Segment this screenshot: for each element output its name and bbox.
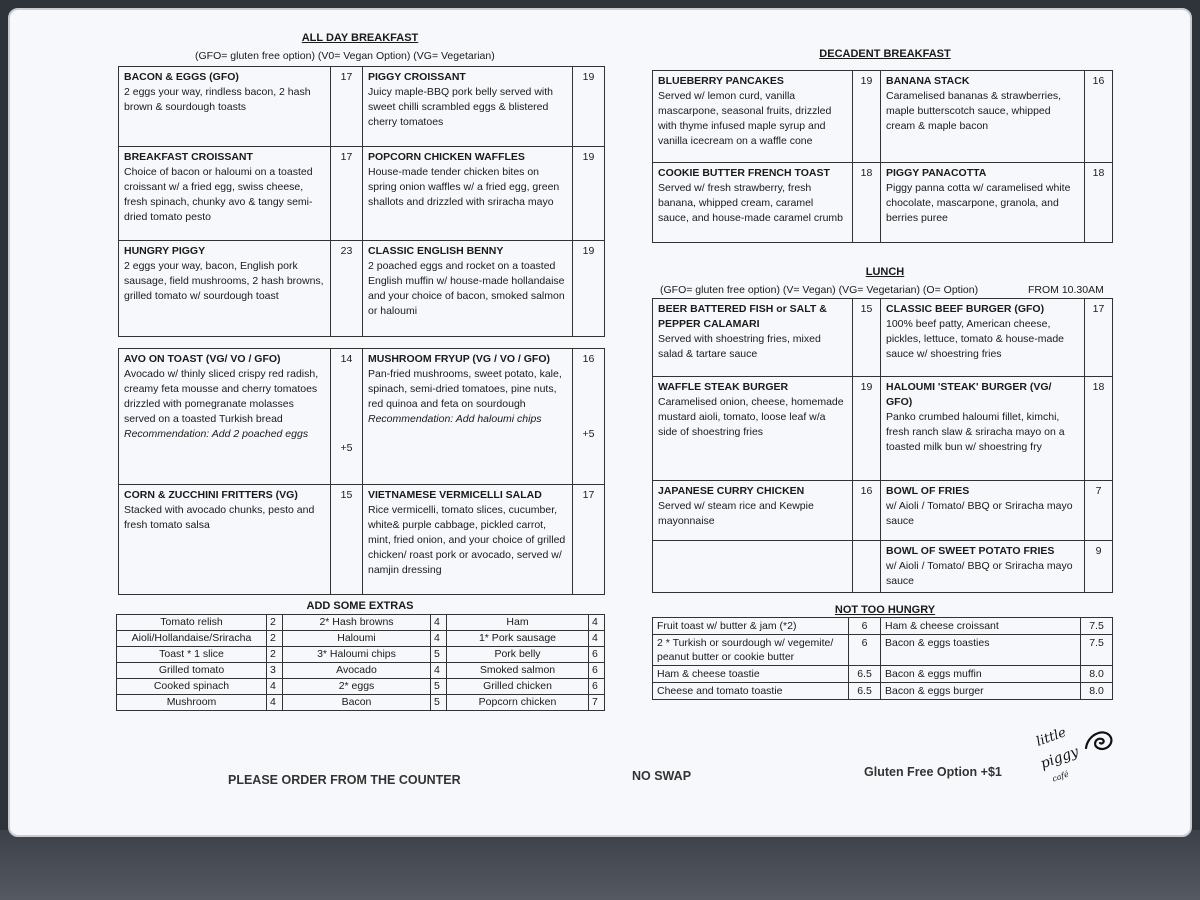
item-name: AVO ON TOAST (VG/ VO / GFO) <box>124 353 281 365</box>
item-price-addon: +5 <box>582 428 595 440</box>
item-name: PIGGY PANACOTTA <box>886 167 987 179</box>
snack-item: Fruit toast w/ butter & jam (*2) <box>653 618 849 635</box>
item-name: BEER BATTERED FISH or SALT & PEPPER CALAMARI <box>658 303 827 330</box>
menu-row <box>119 67 605 147</box>
item-price-cell <box>573 349 605 485</box>
item-price: 19 <box>853 377 881 481</box>
item-desc: Served with shoestring fries, mixed salad & tartare sauce <box>658 333 821 360</box>
item-price: 15 <box>853 299 881 377</box>
item-desc: Avocado w/ thinly sliced crispy red radish, creamy feta mousse and cherry tomatoes drizzled with pomegranate molasses served on a toasted Turkish bread <box>124 368 319 425</box>
item-desc: Rice vermicelli, tomato slices, cucumber, white& purple cabbage, pickled carrot, mint, fried onion, and your choice of grilled chicken/ roast pork or avocado, served w/ namjin dressing <box>368 504 566 576</box>
item-name: BLUEBERRY PANCAKES <box>658 75 784 87</box>
all-day-legend: (GFO= gluten free option) (V0= Vegan Option) (VG= Vegetarian) <box>195 50 495 62</box>
item-name: BACON & EGGS (GFO) <box>124 71 239 83</box>
snack-price: 8.0 <box>1081 666 1113 683</box>
extra-price: 7 <box>589 695 605 711</box>
menu-item <box>653 481 853 541</box>
decadent-title: DECADENT BREAKFAST <box>819 48 951 60</box>
extra-item: Tomato relish <box>117 615 267 631</box>
item-recommendation: Recommendation: Add 2 poached eggs <box>124 428 309 440</box>
extra-price: 4 <box>589 631 605 647</box>
cafe-floor-background <box>0 830 1200 900</box>
item-desc: House-made tender chicken bites on spring onion waffles w/ a fried egg, green shallots and drizzled with sriracha mayo <box>368 166 560 208</box>
item-desc: Caramelised bananas & strawberries, maple butterscotch sauce, whipped cream & maple bacon <box>886 90 1062 132</box>
lunch-legend: (GFO= gluten free option) (V= Vegan) (VG= Vegetarian) (O= Option) <box>660 284 979 296</box>
extra-item: Grilled chicken <box>447 679 589 695</box>
menu-row <box>653 377 1113 481</box>
item-price: 19 <box>573 67 605 147</box>
lunch-hours: FROM 10.30AM <box>1028 284 1104 296</box>
item-name: VIETNAMESE VERMICELLI SALAD <box>368 489 542 501</box>
menu-item-empty <box>653 541 853 593</box>
extras-row <box>117 695 605 711</box>
extra-item: Grilled tomato <box>117 663 267 679</box>
item-name: BOWL OF FRIES <box>886 485 970 497</box>
item-desc: 2 eggs your way, bacon, English pork sausage, field mushrooms, 2 hash browns, grilled tomato w/ sourdough toast <box>124 260 324 302</box>
item-desc: Stacked with avocado chunks, pesto and fresh tomato salsa <box>124 504 315 531</box>
item-name: HALOUMI 'STEAK' BURGER (VG/ GFO) <box>886 381 1052 408</box>
item-name: BOWL OF SWEET POTATO FRIES <box>886 545 1055 557</box>
extra-item: 1* Pork sausage <box>447 631 589 647</box>
menu-item <box>363 67 573 147</box>
menu-item <box>881 163 1085 243</box>
item-name: COOKIE BUTTER FRENCH TOAST <box>658 167 830 179</box>
snack-price: 8.0 <box>1081 683 1113 700</box>
menu-item <box>363 147 573 241</box>
extra-item: 3* Haloumi chips <box>283 647 431 663</box>
snack-item: Ham & cheese toastie <box>653 666 849 683</box>
snack-price: 6.5 <box>849 666 881 683</box>
menu-row <box>119 349 605 485</box>
snack-row <box>653 618 1113 635</box>
extra-price: 4 <box>431 663 447 679</box>
snack-item: Bacon & eggs toasties <box>881 635 1081 666</box>
extra-price: 2 <box>267 631 283 647</box>
extras-row <box>117 647 605 663</box>
all-day-table-2 <box>118 348 605 595</box>
menu-item <box>653 163 853 243</box>
item-price: 7 <box>1085 481 1113 541</box>
extra-item: Aioli/Hollandaise/Sriracha <box>117 631 267 647</box>
menu-item <box>881 541 1085 593</box>
extra-item: 2* Hash browns <box>283 615 431 631</box>
menu-row <box>653 541 1113 593</box>
item-price-empty <box>853 541 881 593</box>
item-price: 18 <box>1085 377 1113 481</box>
snack-item: Ham & cheese croissant <box>881 618 1081 635</box>
menu-item <box>653 299 853 377</box>
item-price: 16 <box>582 353 595 365</box>
menu-sheet <box>8 8 1192 837</box>
snack-row <box>653 666 1113 683</box>
pig-tail-icon <box>1082 724 1116 758</box>
snack-row <box>653 683 1113 700</box>
item-name: CLASSIC BEEF BURGER (GFO) <box>886 303 1045 315</box>
item-price: 16 <box>1085 71 1113 163</box>
menu-row <box>653 71 1113 163</box>
item-price: 16 <box>853 481 881 541</box>
item-price-cell <box>331 349 363 485</box>
extras-title: ADD SOME EXTRAS <box>306 600 414 612</box>
extra-price: 5 <box>431 695 447 711</box>
menu-item <box>363 241 573 337</box>
item-recommendation: Recommendation: Add haloumi chips <box>368 413 542 425</box>
menu-row <box>119 147 605 241</box>
item-desc: Served w/ steam rice and Kewpie mayonnaise <box>658 500 814 527</box>
snack-item: 2 * Turkish or sourdough w/ vegemite/ peanut butter or cookie butter <box>653 635 849 666</box>
menu-row <box>653 481 1113 541</box>
item-name: WAFFLE STEAK BURGER <box>658 381 789 393</box>
extra-price: 4 <box>267 679 283 695</box>
item-name: MUSHROOM FRYUP (VG / VO / GFO) <box>368 353 551 365</box>
item-desc: Pan-fried mushrooms, sweet potato, kale, spinach, semi-dried tomatoes, pine nuts, red quinoa and feta on sourdough <box>368 368 562 410</box>
extra-item: Toast * 1 slice <box>117 647 267 663</box>
extra-price: 6 <box>589 647 605 663</box>
extra-price: 2 <box>267 647 283 663</box>
item-desc: 2 eggs your way, rindless bacon, 2 hash brown & sourdough toasts <box>124 86 311 113</box>
menu-item <box>363 349 573 485</box>
all-day-table <box>118 66 605 337</box>
snack-item: Bacon & eggs burger <box>881 683 1081 700</box>
menu-item <box>881 299 1085 377</box>
menu-item <box>653 71 853 163</box>
snack-price: 6 <box>849 635 881 666</box>
menu-row <box>653 163 1113 243</box>
not-too-hungry-table <box>652 617 1113 700</box>
menu-item <box>881 481 1085 541</box>
item-price: 9 <box>1085 541 1113 593</box>
extra-item: Popcorn chicken <box>447 695 589 711</box>
extra-item: Smoked salmon <box>447 663 589 679</box>
item-desc: Juicy maple-BBQ pork belly served with sweet chilli scrambled eggs & blistered cherry tomatoes <box>368 86 553 128</box>
item-desc: Choice of bacon or haloumi on a toasted croissant w/ a fried egg, swiss cheese, fresh spinach, chunky avo & tangy semi-dried tomato pesto <box>124 166 313 223</box>
item-price: 17 <box>331 147 363 241</box>
item-name: BANANA STACK <box>886 75 970 87</box>
menu-item <box>653 377 853 481</box>
snack-price: 7.5 <box>1081 618 1113 635</box>
menu-row <box>119 485 605 595</box>
item-price-addon: +5 <box>340 442 353 454</box>
snack-price: 6.5 <box>849 683 881 700</box>
snack-item: Bacon & eggs muffin <box>881 666 1081 683</box>
item-name: BREAKFAST CROISSANT <box>124 151 253 163</box>
extras-row <box>117 615 605 631</box>
item-price: 15 <box>331 485 363 595</box>
item-desc: w/ Aioli / Tomato/ BBQ or Sriracha mayo sauce <box>886 500 1073 527</box>
item-price: 19 <box>573 147 605 241</box>
little-piggy-logo <box>1036 724 1116 796</box>
decadent-table <box>652 70 1113 243</box>
item-name: CORN & ZUCCHINI FRITTERS (VG) <box>124 489 298 501</box>
not-too-hungry-title: NOT TOO HUNGRY <box>834 604 936 616</box>
extra-item: 2* eggs <box>283 679 431 695</box>
item-price: 18 <box>1085 163 1113 243</box>
item-price: 14 <box>340 353 353 365</box>
menu-item <box>119 349 331 485</box>
logo-text-little: little <box>1034 725 1069 750</box>
menu-row <box>653 299 1113 377</box>
extra-item: Haloumi <box>283 631 431 647</box>
item-name: HUNGRY PIGGY <box>124 245 206 257</box>
all-day-breakfast-title: ALL DAY BREAKFAST <box>301 32 419 44</box>
extra-item: Ham <box>447 615 589 631</box>
item-name: PIGGY CROISSANT <box>368 71 466 83</box>
logo-text-piggy: piggy <box>1038 743 1081 773</box>
menu-item <box>881 377 1085 481</box>
item-price: 17 <box>1085 299 1113 377</box>
lunch-title: LUNCH <box>865 266 905 278</box>
item-name: POPCORN CHICKEN WAFFLES <box>368 151 525 163</box>
extra-price: 6 <box>589 663 605 679</box>
item-price: 17 <box>573 485 605 595</box>
item-name: CLASSIC ENGLISH BENNY <box>368 245 504 257</box>
item-price: 23 <box>331 241 363 337</box>
extra-price: 5 <box>431 647 447 663</box>
extra-item: Bacon <box>283 695 431 711</box>
item-desc: 2 poached eggs and rocket on a toasted English muffin w/ house-made hollandaise and your choice of bacon, smoked salmon or haloumi <box>368 260 565 317</box>
menu-item <box>119 147 331 241</box>
no-swap-note: NO SWAP <box>632 769 692 783</box>
extras-row <box>117 663 605 679</box>
item-price: 17 <box>331 67 363 147</box>
snack-row <box>653 635 1113 666</box>
snack-price: 7.5 <box>1081 635 1113 666</box>
menu-item <box>119 241 331 337</box>
extra-item: Avocado <box>283 663 431 679</box>
extras-row <box>117 631 605 647</box>
item-desc: Panko crumbed haloumi fillet, kimchi, fresh ranch slaw & sriracha mayo on a toasted milk bun w/ shoestring fry <box>886 411 1065 453</box>
item-desc: Served w/ lemon curd, vanilla mascarpone, seasonal fruits, drizzled with thyme infused maple syrup and vanilla icecream on a waffle cone <box>658 90 832 147</box>
extra-price: 6 <box>589 679 605 695</box>
extra-price: 2 <box>267 615 283 631</box>
extra-price: 4 <box>431 615 447 631</box>
item-price: 18 <box>853 163 881 243</box>
snack-item: Cheese and tomato toastie <box>653 683 849 700</box>
lunch-table <box>652 298 1113 593</box>
item-price: 19 <box>853 71 881 163</box>
item-desc: Caramelised onion, cheese, homemade mustard aioli, tomato, loose leaf w/a side of shoestring fries <box>658 396 844 438</box>
item-name: JAPANESE CURRY CHICKEN <box>658 485 805 497</box>
extra-price: 4 <box>431 631 447 647</box>
gluten-free-note: Gluten Free Option +$1 <box>864 765 1002 779</box>
menu-item <box>881 71 1085 163</box>
item-desc: Served w/ fresh strawberry, fresh banana, whipped cream, caramel sauce, and house-made caramel crumb <box>658 182 844 224</box>
item-desc: w/ Aioli / Tomato/ BBQ or Sriracha mayo sauce <box>886 560 1073 587</box>
extra-item: Cooked spinach <box>117 679 267 695</box>
extras-table <box>116 614 605 711</box>
logo-text-cafe: café <box>1050 769 1070 784</box>
snack-price: 6 <box>849 618 881 635</box>
order-at-counter-note: PLEASE ORDER FROM THE COUNTER <box>228 773 461 787</box>
extra-item: Pork belly <box>447 647 589 663</box>
item-desc: 100% beef patty, American cheese, pickles, lettuce, tomato & house-made sauce w/ shoestring fries <box>886 318 1065 360</box>
extra-price: 4 <box>589 615 605 631</box>
menu-item <box>119 67 331 147</box>
menu-item <box>363 485 573 595</box>
extra-price: 3 <box>267 663 283 679</box>
extra-item: Mushroom <box>117 695 267 711</box>
item-desc: Piggy panna cotta w/ caramelised white chocolate, mascarpone, granola, and berries puree <box>886 182 1071 224</box>
menu-row <box>119 241 605 337</box>
item-price: 19 <box>573 241 605 337</box>
extra-price: 4 <box>267 695 283 711</box>
extras-row <box>117 679 605 695</box>
menu-item <box>119 485 331 595</box>
extra-price: 5 <box>431 679 447 695</box>
